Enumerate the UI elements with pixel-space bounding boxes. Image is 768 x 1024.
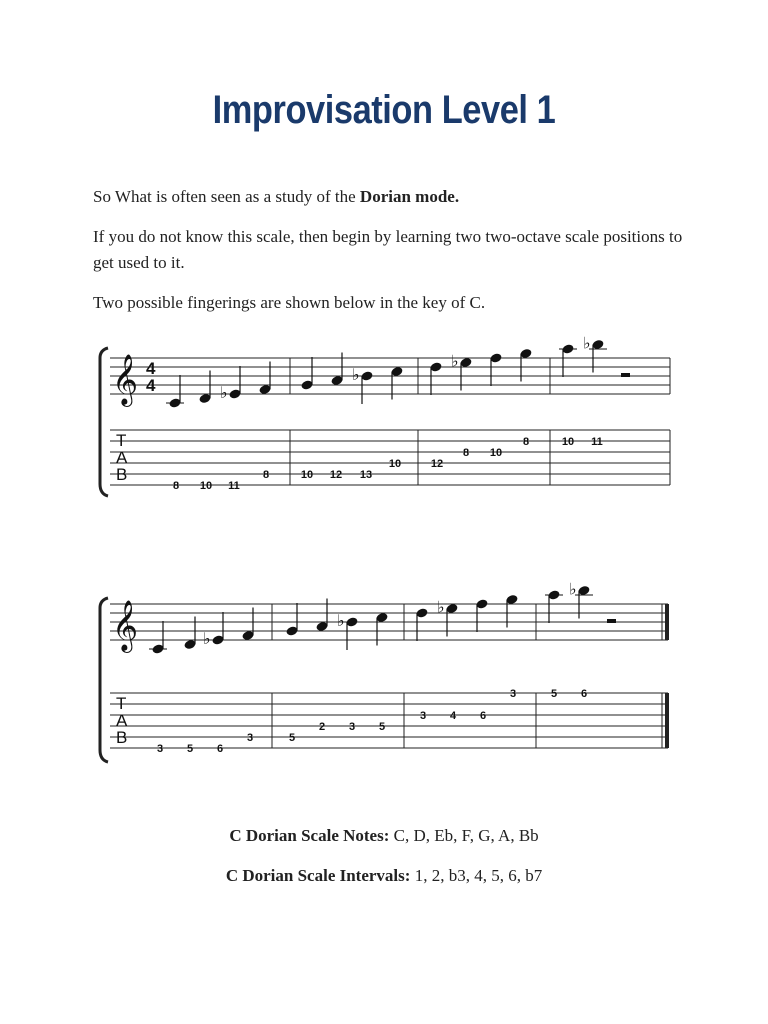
flat-icon: ♭	[583, 333, 591, 353]
scale-intervals-label: C Dorian Scale Intervals:	[225, 866, 411, 885]
tab-numbers-system-2	[157, 688, 587, 755]
intro-text: So What is often seen as a study of the	[93, 187, 360, 206]
tab-staff-system-2	[110, 693, 669, 748]
tab-number: 8	[262, 469, 270, 481]
tab-number: 8	[172, 480, 180, 492]
tab-number: 3	[348, 721, 356, 733]
treble-clef-icon: 𝄞	[112, 600, 139, 651]
tab-number: 5	[288, 732, 296, 744]
system-bracket-1	[100, 348, 108, 496]
tab-label-a: A	[116, 711, 128, 730]
tab-number: 11	[591, 436, 603, 448]
tab-number: 12	[430, 458, 444, 470]
half-rest	[607, 619, 616, 623]
tab-number: 4	[449, 710, 457, 722]
tab-number: 3	[156, 743, 164, 755]
tab-number: 5	[550, 688, 558, 700]
tab-number: 8	[522, 436, 530, 448]
tab-label-b: B	[116, 465, 128, 484]
tab-number: 6	[580, 688, 588, 700]
tab-number: 6	[216, 743, 224, 755]
scale-notes-label: C Dorian Scale Notes:	[229, 826, 390, 845]
tab-number: 3	[246, 732, 254, 744]
time-signature-top: 4	[146, 359, 156, 378]
tab-number: 3	[509, 688, 517, 700]
staff-system-2	[110, 604, 669, 640]
tab-number: 3	[419, 710, 427, 722]
notes-system-1	[166, 334, 607, 409]
scale-intervals-line	[0, 866, 768, 886]
flat-icon: ♭	[220, 383, 228, 402]
time-signature-bottom: 4	[146, 376, 156, 395]
tab-number: 10	[388, 458, 402, 470]
tab-number: 10	[300, 469, 314, 481]
intro-paragraph-3: Two possible fingerings are shown below in the key of C.	[93, 293, 486, 312]
tab-number: 10	[199, 480, 213, 492]
tab-number: 11	[228, 480, 240, 492]
half-rest	[621, 373, 630, 377]
flat-icon: ♭	[337, 611, 345, 630]
page-title: Improvisation Level 1	[212, 88, 556, 132]
intro-paragraph-2: If you do not know this scale, then begin by learning two two-octave scale positions to get used to it.	[93, 227, 683, 272]
staff-system-1	[110, 358, 670, 394]
flat-icon: ♭	[451, 351, 459, 371]
tab-number: 10	[561, 436, 575, 448]
tab-number: 2	[318, 721, 326, 733]
tab-label-t: T	[116, 694, 127, 713]
flat-icon: ♭	[569, 579, 577, 599]
scale-notes-line	[0, 826, 768, 846]
dorian-mode-emphasis: Dorian mode.	[359, 187, 460, 206]
flat-icon: ♭	[203, 629, 211, 648]
notes-system-2	[149, 580, 593, 655]
flat-icon: ♭	[437, 597, 445, 617]
tab-number: 5	[186, 743, 194, 755]
tab-label-b: B	[116, 728, 128, 747]
tab-label-t: T	[116, 431, 127, 450]
tab-label-a: A	[116, 448, 128, 467]
system-bracket-2	[100, 598, 108, 762]
tab-number: 6	[479, 710, 487, 722]
treble-clef-icon: 𝄞	[112, 354, 139, 405]
tab-number: 13	[359, 469, 373, 481]
tab-number: 10	[489, 447, 503, 459]
scale-intervals-value: 1, 2, b3, 4, 5, 6, b7	[410, 866, 543, 885]
tab-number: 5	[378, 721, 386, 733]
tab-number: 8	[462, 447, 470, 459]
scale-notes-value: C, D, Eb, F, G, A, Bb	[389, 826, 539, 845]
tab-number: 12	[329, 469, 343, 481]
tab-numbers-system-1	[173, 436, 603, 492]
flat-icon: ♭	[352, 365, 360, 384]
